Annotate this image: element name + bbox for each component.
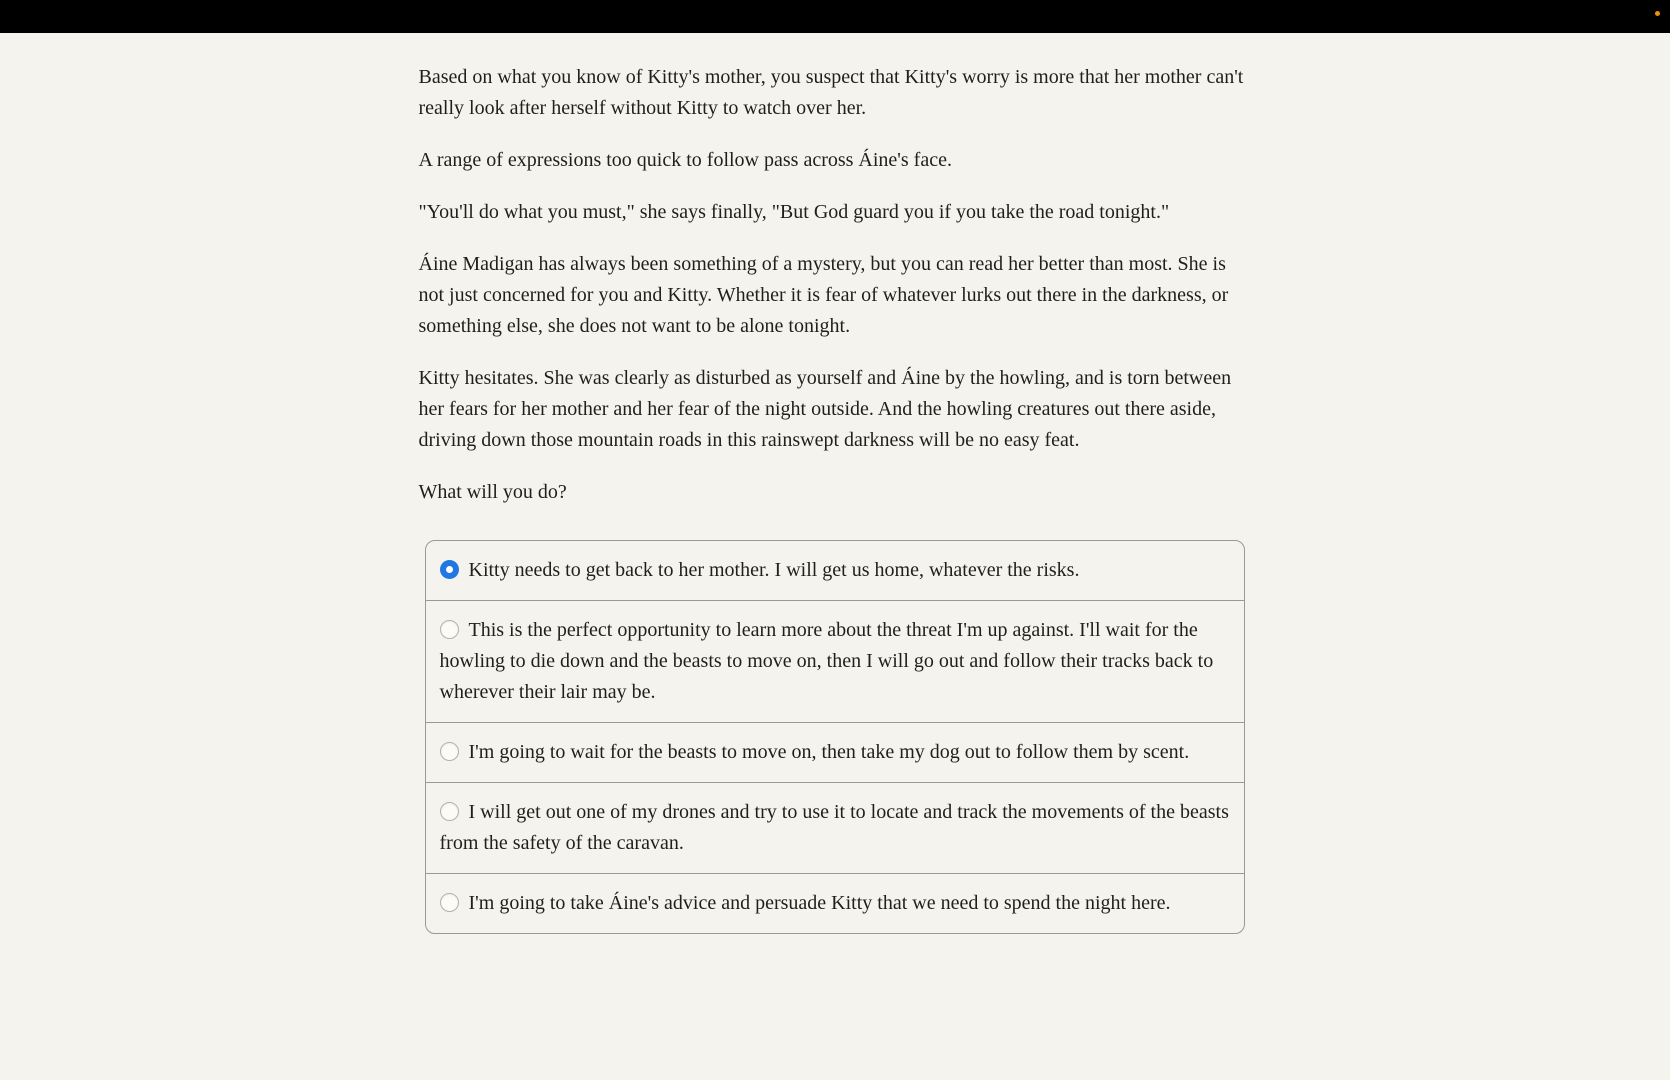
story-paragraph: "You'll do what you must," she says finally, "But God guard you if you take the road tonight." [418, 201, 1170, 223]
choice-option-2[interactable] [426, 722, 1244, 782]
story-paragraph: A range of expressions too quick to follow pass across Áine's face. [418, 149, 952, 171]
choice-option-0[interactable] [426, 541, 1244, 600]
choice-label-3: I will get out one of my drones and try to use it to locate and track the movements of the beasts from the safety of the caravan. [439, 801, 1229, 854]
choice-option-4[interactable] [426, 873, 1244, 933]
story-paragraph: Kitty hesitates. She was clearly as disturbed as yourself and Áine by the howling, and is torn between her fears for her mother and her fear of the night outside. And the howling creatures out there aside, driving down those mountain roads in this rainswept darkness will be no easy feat. [418, 367, 1232, 451]
story-paragraph: Áine Madigan has always been something of a mystery, but you can read her better than most. She is not just concerned for you and Kitty. Whether it is fear of whatever lurks out there in the darkness, or something else, she does not want to be alone tonight. [418, 253, 1229, 337]
choice-label-0: Kitty needs to get back to her mother. I will get us home, whatever the risks. [468, 559, 1080, 581]
story-text [419, 62, 1252, 508]
choice-radio-3[interactable] [440, 802, 459, 821]
choice-group [425, 540, 1245, 934]
choice-radio-1[interactable] [440, 620, 459, 639]
choice-prompt: What will you do? [418, 481, 567, 503]
choice-label-1: This is the perfect opportunity to learn more about the threat I'm up against. I'll wait for the howling to die down and the beasts to move on, then I will go out and follow their tracks back to wherever their lair may be. [439, 619, 1214, 703]
choice-label-4: I'm going to take Áine's advice and persuade Kitty that we need to spend the night here. [468, 892, 1171, 914]
story-paragraph: Based on what you know of Kitty's mother, you suspect that Kitty's worry is more that her mother can't really look after herself without Kitty to watch over her. [418, 66, 1244, 119]
choice-option-1[interactable] [426, 600, 1244, 722]
choice-option-3[interactable] [426, 782, 1244, 873]
choice-radio-0[interactable] [440, 560, 459, 579]
top-black-bar [0, 0, 1670, 33]
story-column [419, 33, 1252, 934]
choice-radio-2[interactable] [440, 742, 459, 761]
choice-label-2: I'm going to wait for the beasts to move on, then take my dog out to follow them by scent. [468, 741, 1190, 763]
choice-radio-4[interactable] [440, 893, 459, 912]
recording-indicator-dot-icon [1655, 11, 1660, 16]
